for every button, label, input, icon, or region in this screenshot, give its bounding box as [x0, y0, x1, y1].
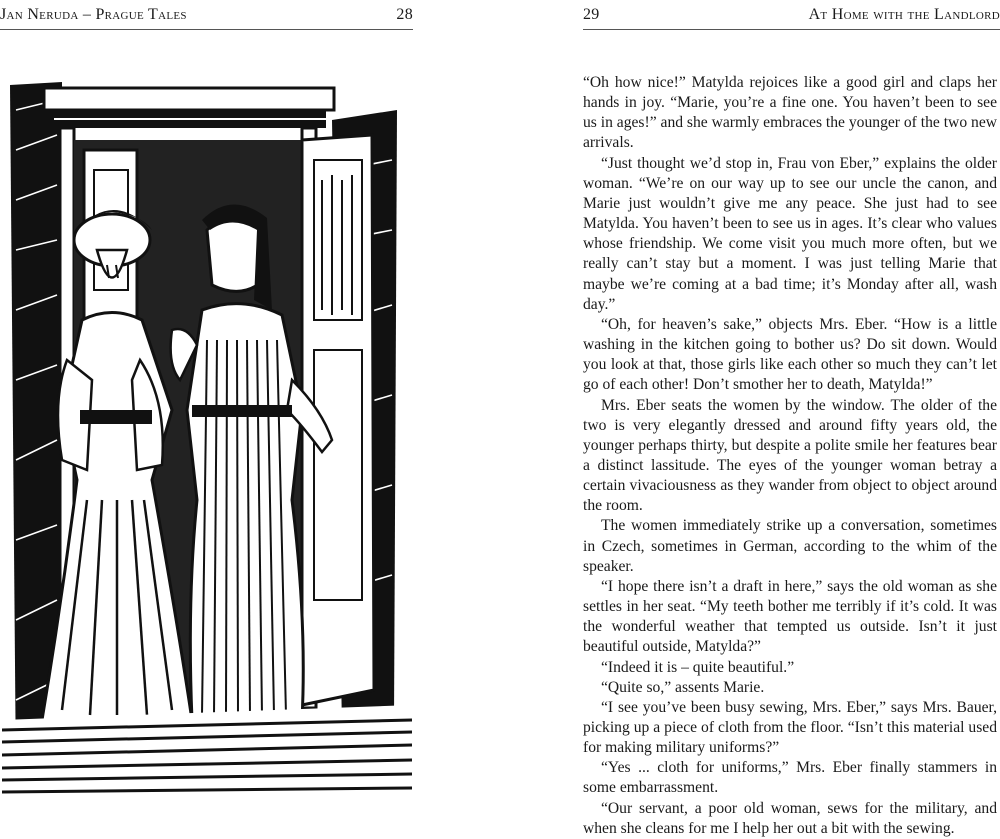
- paragraph: “Indeed it is – quite beautiful.”: [601, 658, 795, 676]
- paragraph: “Just thought we’d stop in, Frau von Eber,” explains the older woman. “We’re on our way up to see our uncle the canon, and Marie just wouldn’t give me any peace. She just had to see Matylda. You haven’t been to see us in ages. It’s clear who values whose friendship. We come visit you much more often, but we really can’t stay but a moment. I was just telling Marie that maybe we’re coming at a bad time; it’s Monday after all, wash day.”: [583, 154, 997, 313]
- paragraph: “Oh, for heaven’s sake,” objects Mrs. Eber. “How is a little washing in the kitchen going to bother us? Do sit down. Would you look at that, those girls like each other so much they can’t let go of each other! Don’t smother her to death, Matylda!”: [583, 315, 997, 394]
- chapter-title-header: At Home with the Landlord: [808, 6, 1000, 23]
- paragraph: “I hope there isn’t a draft in here,” says the old woman as she settles in her seat. “My teeth bother me terribly if it’s cold. It was the wonderful weather that tempted us outside. Isn’t it just beautiful outside, Matylda?”: [583, 577, 997, 656]
- left-page-number: 28: [396, 6, 413, 23]
- paragraph: “I see you’ve been busy sewing, Mrs. Eber,” says Mrs. Bauer, picking up a piece of cloth from the floor. “Isn’t this material used for making military uniforms?”: [583, 698, 997, 757]
- book-title-header: Jan Neruda – Prague Tales: [0, 6, 187, 23]
- right-running-head: [583, 5, 1000, 30]
- right-page: [583, 0, 1000, 837]
- paragraph: “Oh how nice!” Matylda rejoices like a good girl and claps her hands in joy. “Marie, you’re a fine one. You haven’t been to see us in ages!” and she warmly embraces the younger of the two new arrivals.: [583, 74, 997, 152]
- paragraph: “Quite so,” assents Marie.: [601, 678, 765, 696]
- paragraph: The women immediately strike up a conversation, sometimes in Czech, sometimes in German, according to the whim of the speaker.: [583, 517, 997, 575]
- paragraph: “Yes ... cloth for uniforms,” Mrs. Eber finally stammers in some embarrassment.: [583, 759, 997, 797]
- left-page: [0, 0, 413, 800]
- left-running-head: [0, 5, 413, 30]
- paragraph: Mrs. Eber seats the women by the window. The older of the two is very elegantly dressed and around fifty years old, the younger perhaps thirty, but despite a polite smile her features bear a distinct lassitude. The eyes of the younger woman betray a certain vivaciousness as they wander from object to object around the room.: [583, 396, 997, 515]
- illustration-two-women-in-doorway: [2, 80, 412, 795]
- right-page-number: 29: [583, 6, 600, 23]
- paragraph: “Our servant, a poor old woman, sews for the military, and when she cleans for me I help her out a bit with the sewing.: [583, 799, 997, 837]
- body-text: [583, 73, 997, 839]
